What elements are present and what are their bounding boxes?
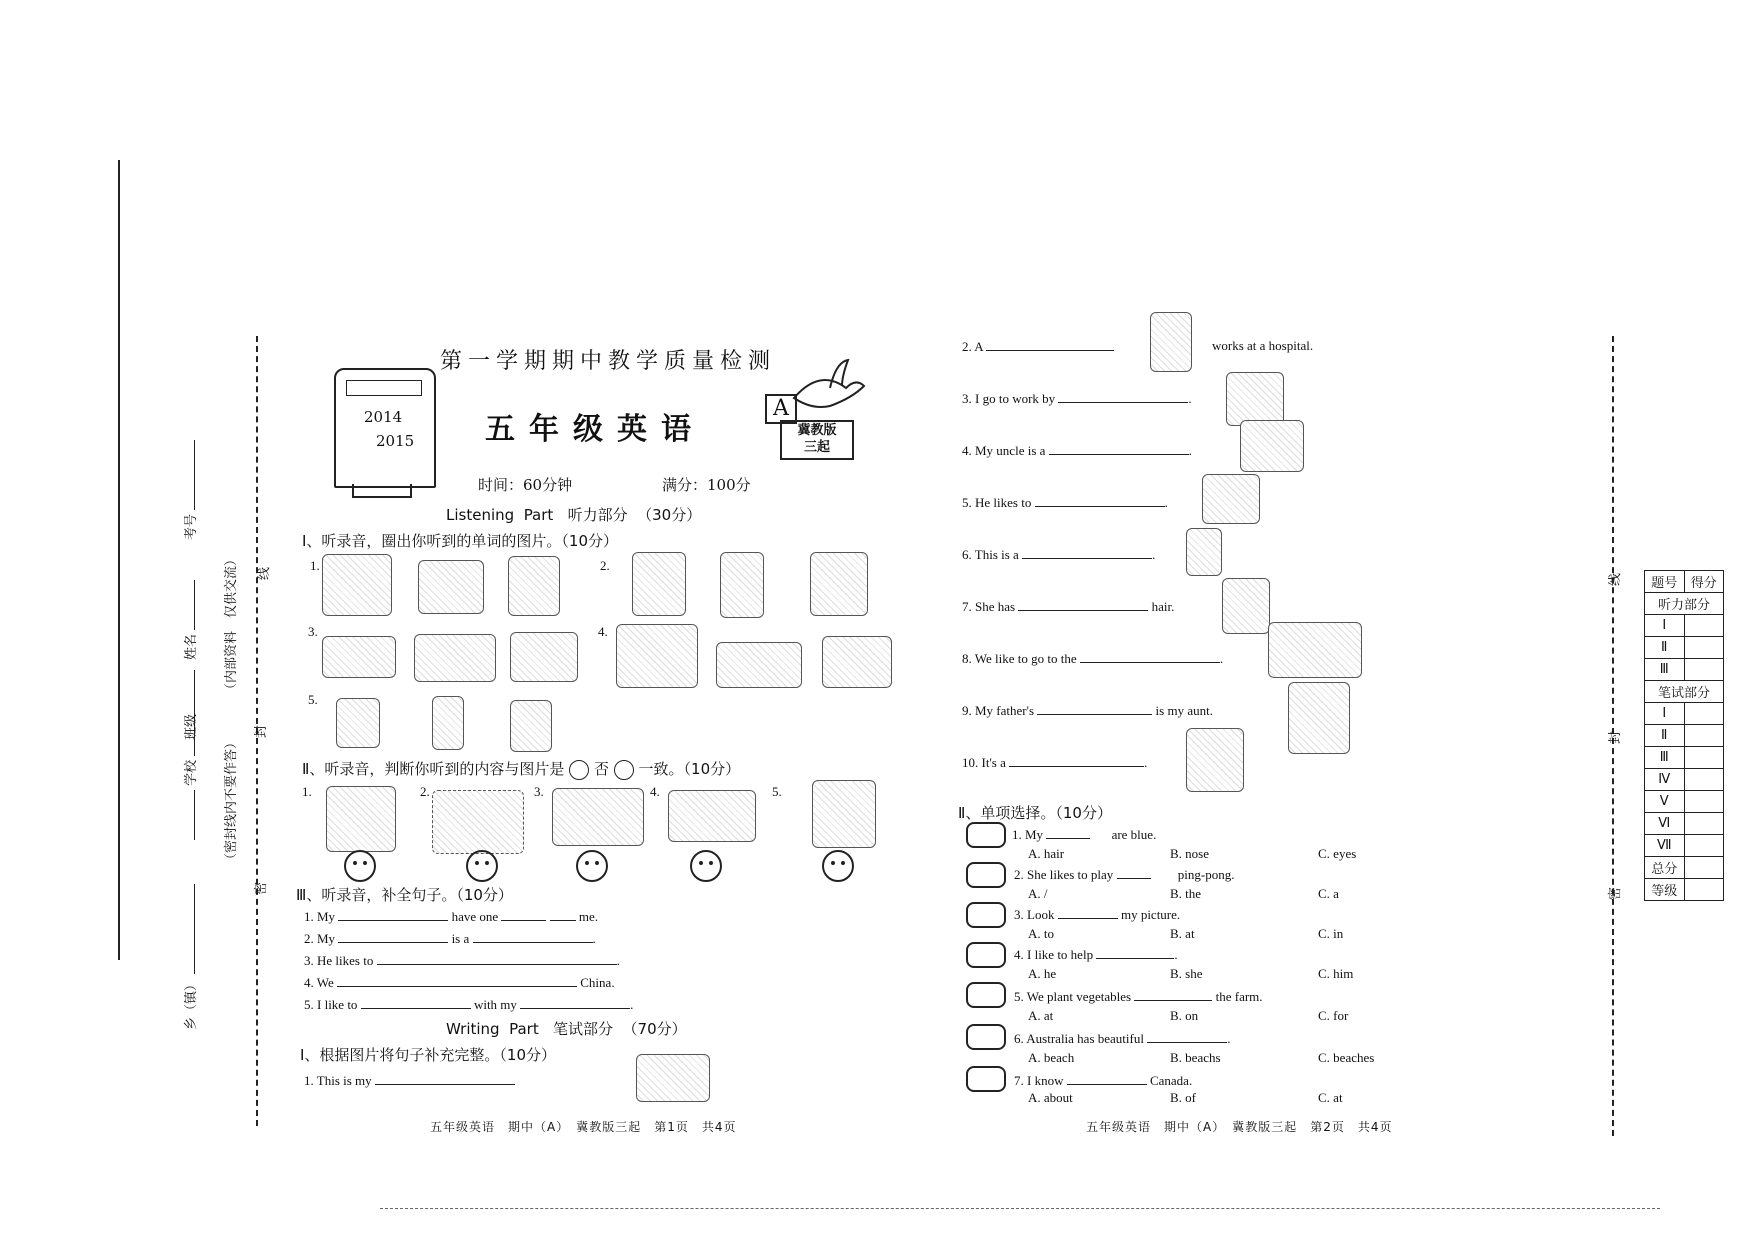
score-table-row-label: Ⅶ: [1645, 835, 1685, 857]
score-table-section: 听力部分: [1645, 593, 1724, 615]
answer-blank[interactable]: [1009, 754, 1144, 767]
answer-blank[interactable]: [338, 908, 448, 921]
choice-option: C. beaches: [1318, 1050, 1375, 1065]
bird-illustration: [790, 358, 870, 418]
score-table-row-label: Ⅴ: [1645, 791, 1685, 813]
answer-blank[interactable]: [1147, 1030, 1227, 1043]
score-cell[interactable]: [1684, 835, 1724, 857]
answer-box[interactable]: [966, 1024, 1006, 1050]
page-left-edge: [118, 160, 120, 960]
choice-option: C. at: [1318, 1090, 1343, 1105]
girl-hair-picture: [1222, 578, 1270, 634]
choice-question: 4. I like to help .: [1014, 947, 1178, 962]
mailbox-stand: [352, 484, 412, 498]
answer-blank[interactable]: [550, 908, 576, 921]
family-picture: [636, 1054, 710, 1102]
choice-option: A. /: [1028, 886, 1048, 901]
choice-option: C. for: [1318, 1008, 1349, 1023]
score-cell[interactable]: [1684, 747, 1724, 769]
question-number: 4.: [598, 624, 608, 639]
answer-blank[interactable]: [1018, 598, 1148, 611]
choice-option: A. to: [1028, 926, 1054, 941]
choice-option: C. in: [1318, 926, 1344, 941]
fill-sentence: 2. My is a .: [304, 931, 596, 946]
answer-face-circle[interactable]: [690, 850, 722, 882]
field-class: 班级: [180, 670, 199, 740]
fill-sentence-end: works at a hospital.: [1212, 338, 1314, 353]
score-cell[interactable]: [1684, 615, 1724, 637]
exam-title: 五年级英语: [485, 412, 705, 447]
choice-option: A. about: [1028, 1090, 1073, 1105]
field-exam-number: 考号: [180, 440, 199, 540]
fill-sentence: 5. He likes to .: [962, 495, 1168, 510]
fill-sentence: 4. My uncle is a .: [962, 443, 1192, 458]
teddy-bear-picture[interactable]: [336, 698, 380, 748]
shop-building-picture[interactable]: [716, 642, 802, 688]
page-footer: 五年级英语 期中（A） 冀教版三起 第2页 共4页: [1086, 1120, 1393, 1134]
answer-box[interactable]: [966, 862, 1006, 888]
answer-box[interactable]: [966, 982, 1006, 1008]
train-picture[interactable]: [322, 636, 396, 678]
question-number: 3.: [308, 624, 318, 639]
exam-time: 时间：60分钟: [478, 476, 573, 494]
doctor-picture[interactable]: [632, 552, 686, 616]
answer-blank[interactable]: [338, 930, 448, 943]
farm-picture[interactable]: [414, 634, 496, 682]
score-cell[interactable]: [1684, 791, 1724, 813]
binding-note: （密封线内不要作答）: [224, 735, 239, 866]
choice-option: B. on: [1170, 1008, 1199, 1023]
field-school: 学校: [180, 706, 199, 840]
score-cell[interactable]: [1684, 725, 1724, 747]
boy-planting-picture: [552, 788, 644, 846]
score-table-row-label: Ⅰ: [1645, 615, 1685, 637]
town-picture[interactable]: [510, 632, 578, 682]
answer-box[interactable]: [966, 902, 1006, 928]
zoo-picture: [1268, 622, 1362, 678]
score-cell[interactable]: [1684, 637, 1724, 659]
choice-option: B. the: [1170, 886, 1202, 901]
score-table-header: 得分: [1684, 571, 1724, 593]
answer-blank[interactable]: [1058, 906, 1118, 919]
listening-section-2: Ⅱ、听录音，判断你听到的内容与图片是 否 一致。（10分）: [302, 760, 741, 778]
answer-box[interactable]: [966, 942, 1006, 968]
question-number: 2.: [600, 558, 610, 573]
bicycle-picture: [1226, 372, 1284, 426]
kangaroo-picture[interactable]: [508, 556, 560, 616]
face-picture: [1186, 528, 1222, 576]
answer-box[interactable]: [966, 822, 1006, 848]
mailbox-year: 2015: [376, 432, 415, 450]
choice-question: 7. I know Canada.: [1014, 1073, 1193, 1088]
answer-face-circle[interactable]: [822, 850, 854, 882]
answer-blank[interactable]: [1096, 946, 1174, 959]
writing-section-1: Ⅰ、根据图片将句子补充完整。（10分）: [300, 1046, 557, 1064]
choice-option: C. eyes: [1318, 846, 1357, 861]
listening-part-header: Listening Part 听力部分 （30分）: [446, 506, 702, 524]
page-bottom-edge: [380, 1208, 1660, 1209]
score-table-header: 题号: [1645, 571, 1685, 593]
answer-blank[interactable]: [1035, 494, 1165, 507]
answer-blank[interactable]: [1049, 442, 1189, 455]
choice-option: C. him: [1318, 966, 1354, 981]
answer-blank[interactable]: [375, 1072, 515, 1085]
score-cell[interactable]: [1684, 659, 1724, 681]
score-table-row-label: Ⅵ: [1645, 813, 1685, 835]
field-name: 姓名: [180, 580, 199, 660]
choice-option: A. at: [1028, 1008, 1054, 1023]
choice-option: A. hair: [1028, 846, 1065, 861]
choice-question: 5. We plant vegetables the farm.: [1014, 989, 1263, 1004]
answer-blank[interactable]: [337, 974, 577, 987]
school-building-picture[interactable]: [616, 624, 698, 688]
lion-picture[interactable]: [322, 554, 392, 616]
fill-sentence: 3. He likes to .: [304, 953, 620, 968]
boy-picture[interactable]: [432, 696, 464, 750]
score-table-row-label: Ⅱ: [1645, 637, 1685, 659]
answer-blank[interactable]: [1037, 702, 1152, 715]
answer-blank[interactable]: [1022, 546, 1152, 559]
binding-mark: 封: [1608, 730, 1623, 744]
choice-option: B. beachs: [1170, 1050, 1221, 1065]
score-table-row-label: Ⅰ: [1645, 703, 1685, 725]
smile-face-icon: [569, 760, 589, 780]
score-table-row-label: Ⅱ: [1645, 725, 1685, 747]
fill-sentence: 7. She has hair.: [962, 599, 1175, 614]
answer-face-circle[interactable]: [576, 850, 608, 882]
farmer-picture: [1240, 420, 1304, 472]
question-number: 5.: [308, 692, 318, 707]
man-eating-picture: [1202, 474, 1260, 524]
score-table-section: 笔试部分: [1645, 681, 1724, 703]
writing-part-header: Writing Part 笔试部分 （70分）: [446, 1020, 687, 1038]
businessman-picture[interactable]: [720, 552, 764, 618]
hospital-building-picture[interactable]: [822, 636, 892, 688]
binding-mark: 密: [1608, 886, 1623, 900]
field-township: 乡（镇）: [180, 884, 199, 1030]
question-number: 5.: [772, 784, 782, 799]
binding-mark: 密: [254, 881, 269, 895]
score-cell[interactable]: [1684, 813, 1724, 835]
score-cell[interactable]: [1684, 879, 1724, 901]
exam-header: 第一学期期中教学质量检测: [440, 349, 777, 374]
binding-note: （内部资料 仅供交流）: [224, 552, 239, 696]
binding-mark: 线: [1608, 572, 1623, 586]
fill-sentence: 2. A: [962, 338, 1114, 355]
answer-blank[interactable]: [1067, 1072, 1147, 1085]
answer-blank[interactable]: [501, 908, 546, 921]
answer-blank[interactable]: [1080, 650, 1220, 663]
listening-section-3: Ⅲ、听录音，补全句子。（10分）: [296, 886, 513, 904]
score-cell[interactable]: [1684, 703, 1724, 725]
answer-blank[interactable]: [986, 338, 1114, 351]
taxi-picture: [668, 790, 756, 842]
question-number: 1.: [310, 558, 320, 573]
score-table-row-label: Ⅳ: [1645, 769, 1685, 791]
choice-section-header: Ⅱ、单项选择。（10分）: [958, 804, 1112, 822]
score-table: [1644, 570, 1724, 901]
score-table-row-label: 等级: [1645, 879, 1685, 901]
binding-mark: 封: [254, 724, 269, 738]
score-table-row-label: Ⅲ: [1645, 747, 1685, 769]
answer-face-circle[interactable]: [466, 850, 498, 882]
answer-blank[interactable]: [1058, 390, 1188, 403]
answer-face-circle[interactable]: [344, 850, 376, 882]
kangaroo-picture: [1186, 728, 1244, 792]
score-cell[interactable]: [1684, 857, 1724, 879]
child-reading-picture: [812, 780, 876, 848]
fill-sentence: 10. It's a .: [962, 755, 1148, 770]
choice-question: 6. Australia has beautiful .: [1014, 1031, 1231, 1046]
question-number: 1.: [302, 784, 312, 799]
fill-sentence: 4. We China.: [304, 975, 615, 990]
answer-blank[interactable]: [1117, 866, 1151, 879]
fill-sentence: 5. I like to with my .: [304, 997, 634, 1012]
fill-sentence: 3. I go to work by .: [962, 391, 1192, 406]
listening-section-1: Ⅰ、听录音，圈出你听到的单词的图片。（10分）: [302, 532, 619, 550]
question-number: 4.: [650, 784, 660, 799]
fill-sentence: 9. My father's is my aunt.: [962, 703, 1213, 718]
choice-option: A. beach: [1028, 1050, 1075, 1065]
binding-mark: 线: [257, 566, 272, 580]
score-table-row-label: 总分: [1645, 857, 1685, 879]
china-map-picture: [432, 790, 524, 854]
choice-option: B. of: [1170, 1090, 1196, 1105]
question-number: 3.: [534, 784, 544, 799]
answer-blank[interactable]: [377, 952, 617, 965]
score-cell[interactable]: [1684, 769, 1724, 791]
answer-blank[interactable]: [1046, 826, 1090, 839]
choice-option: B. she: [1170, 966, 1203, 981]
choice-option: A. he: [1028, 966, 1057, 981]
answer-blank[interactable]: [520, 996, 630, 1009]
fill-sentence: 1. My have one me.: [304, 909, 599, 924]
panda-picture[interactable]: [418, 560, 484, 614]
exam-full-score: 满分：100分: [662, 476, 751, 494]
fill-sentence: 8. We like to go to the .: [962, 651, 1224, 666]
choice-option: B. nose: [1170, 846, 1209, 861]
version-label: 冀教版 三起: [780, 420, 854, 460]
question-number: 2.: [420, 784, 430, 799]
version-box: A: [765, 394, 797, 424]
girl-sweeping-picture: [326, 786, 396, 852]
fill-sentence: 6. This is a .: [962, 547, 1156, 562]
page-footer: 五年级英语 期中（A） 冀教版三起 第1页 共4页: [430, 1120, 737, 1134]
choice-option: C. a: [1318, 886, 1339, 901]
answer-blank[interactable]: [473, 930, 593, 943]
score-table-row-label: Ⅲ: [1645, 659, 1685, 681]
worker-picture[interactable]: [810, 552, 868, 616]
fill-sentence: 1. This is my: [304, 1072, 515, 1089]
choice-question: 1. My are blue.: [1012, 827, 1157, 842]
aunt-picture: [1288, 682, 1350, 754]
choice-question: 3. Look my picture.: [1014, 907, 1181, 922]
answer-blank[interactable]: [1134, 988, 1212, 1001]
sad-face-icon: [614, 760, 634, 780]
answer-blank[interactable]: [361, 996, 471, 1009]
choice-question: 2. She likes to play ping-pong.: [1014, 867, 1235, 882]
mailbox-illustration: [334, 368, 436, 488]
girl-picture[interactable]: [510, 700, 552, 752]
choice-option: B. at: [1170, 926, 1195, 941]
answer-box[interactable]: [966, 1066, 1006, 1092]
doctor-picture: [1150, 312, 1192, 372]
mailbox-year: 2014: [364, 408, 403, 426]
